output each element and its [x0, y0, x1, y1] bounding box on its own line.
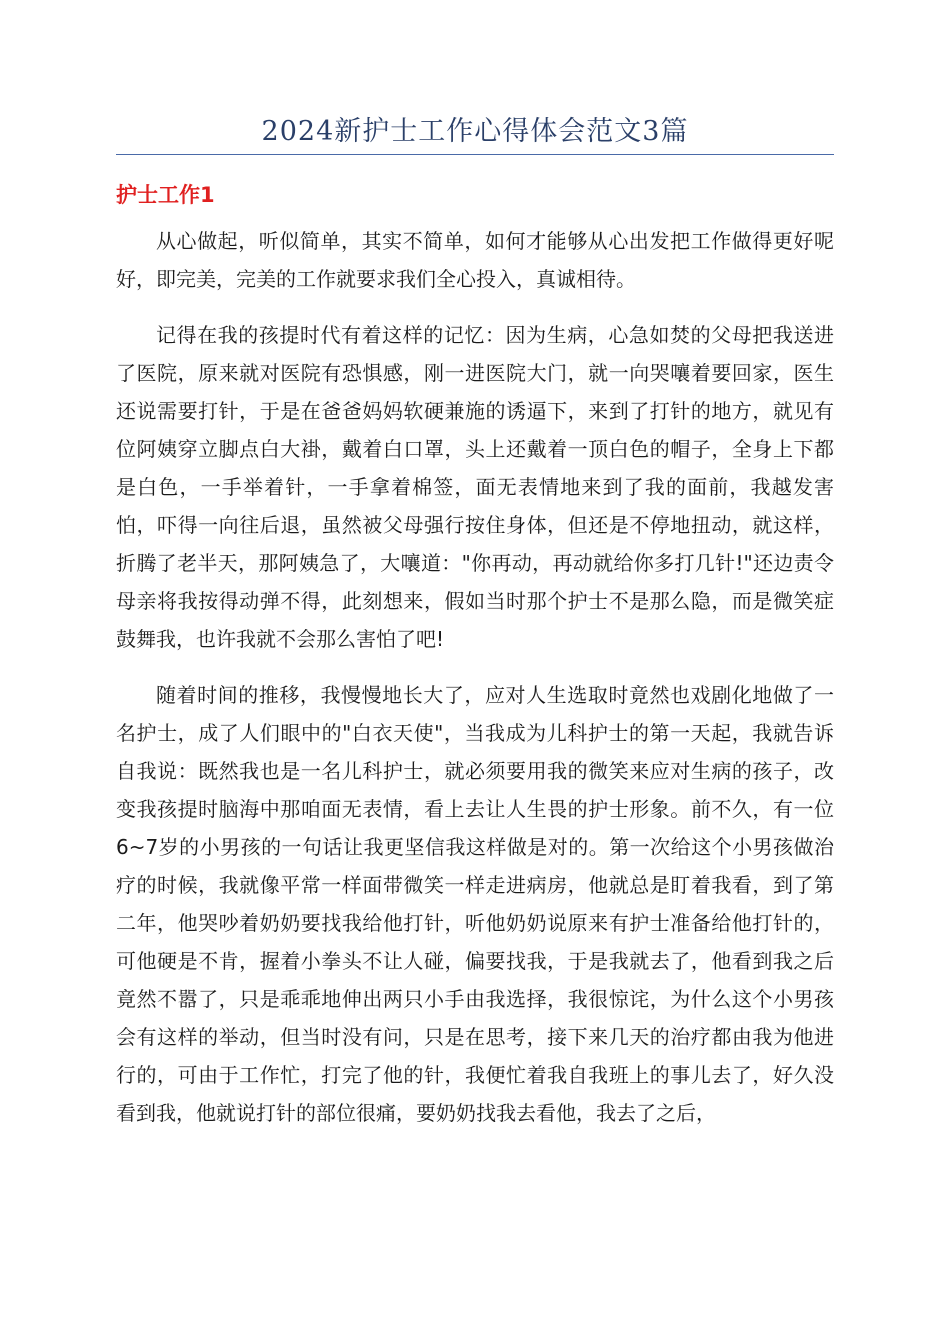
paragraph-2: 记得在我的孩提时代有着这样的记忆：因为生病，心急如焚的父母把我送进了医院，原来就对医院有恐惧感，刚一进医院大门，就一向哭嚷着要回家，医生还说需要打针，于是在爸爸妈妈软硬兼施的诱逼下，来到了打针的地方，就见有位阿姨穿立脚点白大褂，戴着白口罩，头上还戴着一顶白色的帽子，全身上下都是白色，一手举着针，一手拿着棉签，面无表情地来到了我的面前，我越发害怕，吓得一向往后退，虽然被父母强行按住身体，但还是不停地扭动，就这样，折腾了老半天，那阿姨急了，大嚷道："你再动，再动就给你多打几针!"还边责令母亲将我按得动弹不得，此刻想来，假如当时那个护士不是那么隐，而是微笑症鼓舞我，也许我就不会那么害怕了吧!	[116, 323, 834, 651]
paragraph-1: 从心做起，听似简单，其实不简单，如何才能够从心出发把工作做得更好呢好，即完美，完美的工作就要求我们全心投入，真诚相待。	[116, 229, 834, 291]
body-text	[116, 222, 834, 1150]
document-title: 2024新护士工作心得体会范文3篇	[261, 116, 689, 147]
title-underline	[116, 154, 834, 155]
section-heading: 护士工作1	[116, 183, 215, 207]
paragraph-3: 随着时间的推移，我慢慢地长大了，应对人生选取时竟然也戏剧化地做了一名护士，成了人们眼中的"白衣天使"，当我成为儿科护士的第一天起，我就告诉自我说：既然我也是一名儿科护士，就必须要用我的微笑来应对生病的孩子，改变我孩提时脑海中那咱面无表情，看上去让人生畏的护士形象。前不久，有一位6~7岁的小男孩的一句话让我更坚信我这样做是对的。第一次给这个小男孩做治疗的时候，我就像平常一样面带微笑一样走进病房，他就总是盯着我看，到了第二年，他哭吵着奶奶要找我给他打针，听他奶奶说原来有护士准备给他打针的，可他硬是不肯，握着小拳头不让人碰，偏要找我，于是我就去了，他看到我之后竟然不嚣了，只是乖乖地伸出两只小手由我选择，我很惊诧，为什么这个小男孩会有这样的举动，但当时没有问，只是在思考，接下来几天的治疗都由我为他进行的，可由于工作忙，打完了他的针，我便忙着我自我班上的事儿去了，好久没看到我，他就说打针的部位很痛，要奶奶找我去看他，我去了之后，	[116, 683, 834, 1125]
